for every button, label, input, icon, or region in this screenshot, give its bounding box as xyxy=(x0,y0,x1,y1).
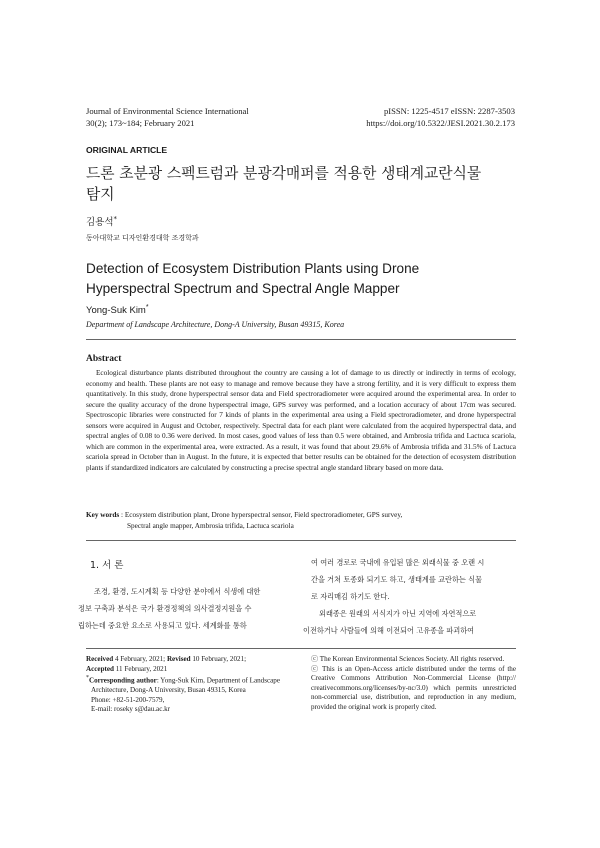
section-heading-introduction: 1. 서 론 xyxy=(90,560,124,571)
revised-date: 10 February, 2021; xyxy=(192,655,247,663)
accepted-label: Accepted xyxy=(86,664,114,673)
intro-line: 간을 거쳐 토종화 되기도 하고, 생태계를 교란하는 식물 xyxy=(311,575,483,584)
doi-link[interactable]: https://doi.org/10.5322/JESI.2021.30.2.173 xyxy=(366,118,515,128)
keywords xyxy=(86,510,516,531)
korean-author-mark: * xyxy=(113,214,118,223)
intro-paragraph-1 xyxy=(78,583,291,634)
issn: pISSN: 1225-4517 eISSN: 2287-3503 xyxy=(383,106,515,116)
korean-title xyxy=(86,163,506,205)
intro-paragraph-2 xyxy=(303,605,516,639)
english-title-line2: Hyperspectral Spectrum and Spectral Angle Mapper xyxy=(86,281,400,296)
received-date: 4 February, 2021; xyxy=(114,655,166,663)
abstract-heading: Abstract xyxy=(86,354,122,364)
received-label: Received xyxy=(86,655,114,663)
intro-line: 립하는데 중요한 요소로 사용되고 있다. 세계화를 통하 xyxy=(78,621,247,630)
corresponding-address: Architecture, Dong-A University, Busan 49315, Korea xyxy=(91,686,246,695)
license-notice: ⓒ This is an Open-Access article distributed under the terms of the Creative Commons Attribution Non-Commercial License (http:// creativecommons.org/licenses/by-nc/3.0) which permits unrestricted non-commercial use, distribution, and reproduction in any medium, provided the original work is properly cited. xyxy=(311,664,516,711)
intro-line: 여 여러 경로로 국내에 유입된 많은 외래식물 중 오랜 시 xyxy=(311,558,485,567)
english-author xyxy=(86,304,149,316)
intro-paragraph-1-continued xyxy=(311,554,516,605)
journal-volume: 30(2); 173~184; February 2021 xyxy=(86,118,195,128)
corresponding-phone: Phone: +82-51-200-7579, xyxy=(91,695,165,704)
intro-line: 정보 구축과 분석은 국가 환경정책의 의사결정지원을 수 xyxy=(78,604,252,613)
korean-affiliation: 동아대학교 디자인환경대학 조경학과 xyxy=(86,234,199,242)
korean-title-line1: 드론 초분광 스펙트럼과 분광각매퍼를 적용한 생태계교란식물 xyxy=(86,165,482,182)
article-type: ORIGINAL ARTICLE xyxy=(86,145,168,155)
corresponding-email[interactable]: E-mail: roseky s@dau.ac.kr xyxy=(91,705,171,714)
intro-line: 로 자리매김 하기도 한다. xyxy=(311,592,390,601)
intro-line: 이전하거나 사람들에 의해 이전되어 고유종을 파괴하여 xyxy=(303,626,475,635)
abstract-text: Ecological disturbance plants distributed throughout the country are causing a lot of damage to us directly or indirectly in terms of ecology, economy and health. These plants are not easy to manage and remove because they have a strong fertility, and it is very difficult to express them quantitatively. In this study, drone hyperspectral sensor data and Field spectroradiometer were acquired around the experimental area. In order to secure the quality accuracy of the drone hyperspectral image, GPS survey was performed, and a location accuracy of about 17cm was secured. Spectroscopic libraries were constructed for 7 kinds of plants in the experimental area using a Field spectroradiometer, and drone hyperspectral sensors were acquired in August and October, respectively. Spectral data for each plant were calculated from the acquired hyperspectral data, and spectral angles of 0.08 to 0.36 were derived. In most cases, good values of less than 0.5 were obtained, and Ambrosia trifida and Lactuca scariola, which are common in the experimental area, were extracted. As a result, it was found that about 29.6% of Ambrosia trifida and 31.5% of Lactuca scariola spread in October than in August. In the future, it is expected that better results can be obtained for the detection of ecosystem distribution plants if standardized indicators are calculated by constructing a precise spectral angle standard library based on more data. xyxy=(86,369,516,472)
copyright-notice: ⓒ The Korean Environmental Sciences Society. All rights reserved. xyxy=(311,655,505,663)
keywords-label: Key words xyxy=(86,511,120,519)
korean-title-line2: 탐지 xyxy=(86,186,115,203)
revised-label: Revised xyxy=(166,655,191,663)
intro-line: 외래종은 원래의 서식지가 아닌 지역에 자연적으로 xyxy=(319,609,477,618)
intro-line: 조경, 환경, 도시계획 등 다양한 분야에서 식생에 대한 xyxy=(94,587,261,596)
korean-author xyxy=(86,214,117,228)
left-column xyxy=(78,557,291,634)
corresponding-label: Corresponding author xyxy=(88,676,157,685)
keywords-line2: Spectral angle mapper, Ambrosia trifida, Lactuca scariola xyxy=(127,521,294,530)
english-author-name: Yong-Suk Kim xyxy=(86,305,146,317)
journal-citation xyxy=(86,105,249,129)
abstract-bottom-rule xyxy=(86,540,516,541)
journal-identifiers xyxy=(366,105,515,129)
english-affiliation: Department of Landscape Architecture, Dong-A University, Busan 49315, Korea xyxy=(86,320,345,329)
english-title xyxy=(86,259,516,299)
accepted-date: 11 February, 2021 xyxy=(115,664,168,673)
abstract-top-rule xyxy=(86,339,516,340)
keywords-line1: : Ecosystem distribution plant, Drone hyperspectral sensor, Field spectroradiometer, GPS survey, xyxy=(121,511,403,519)
korean-author-name: 김용석 xyxy=(86,217,114,228)
english-title-line1: Detection of Ecosystem Distribution Plants using Drone xyxy=(86,261,420,276)
journal-name: Journal of Environmental Science International xyxy=(86,106,249,116)
corr-mark: * xyxy=(86,675,89,682)
right-column xyxy=(303,557,516,639)
license-footnote xyxy=(311,655,516,713)
english-author-mark: * xyxy=(145,304,149,311)
footnote-rule xyxy=(86,648,516,649)
article-history-footnote xyxy=(86,655,291,715)
corresponding-text: : Yong-Suk Kim, Department of Landscape xyxy=(156,676,280,685)
